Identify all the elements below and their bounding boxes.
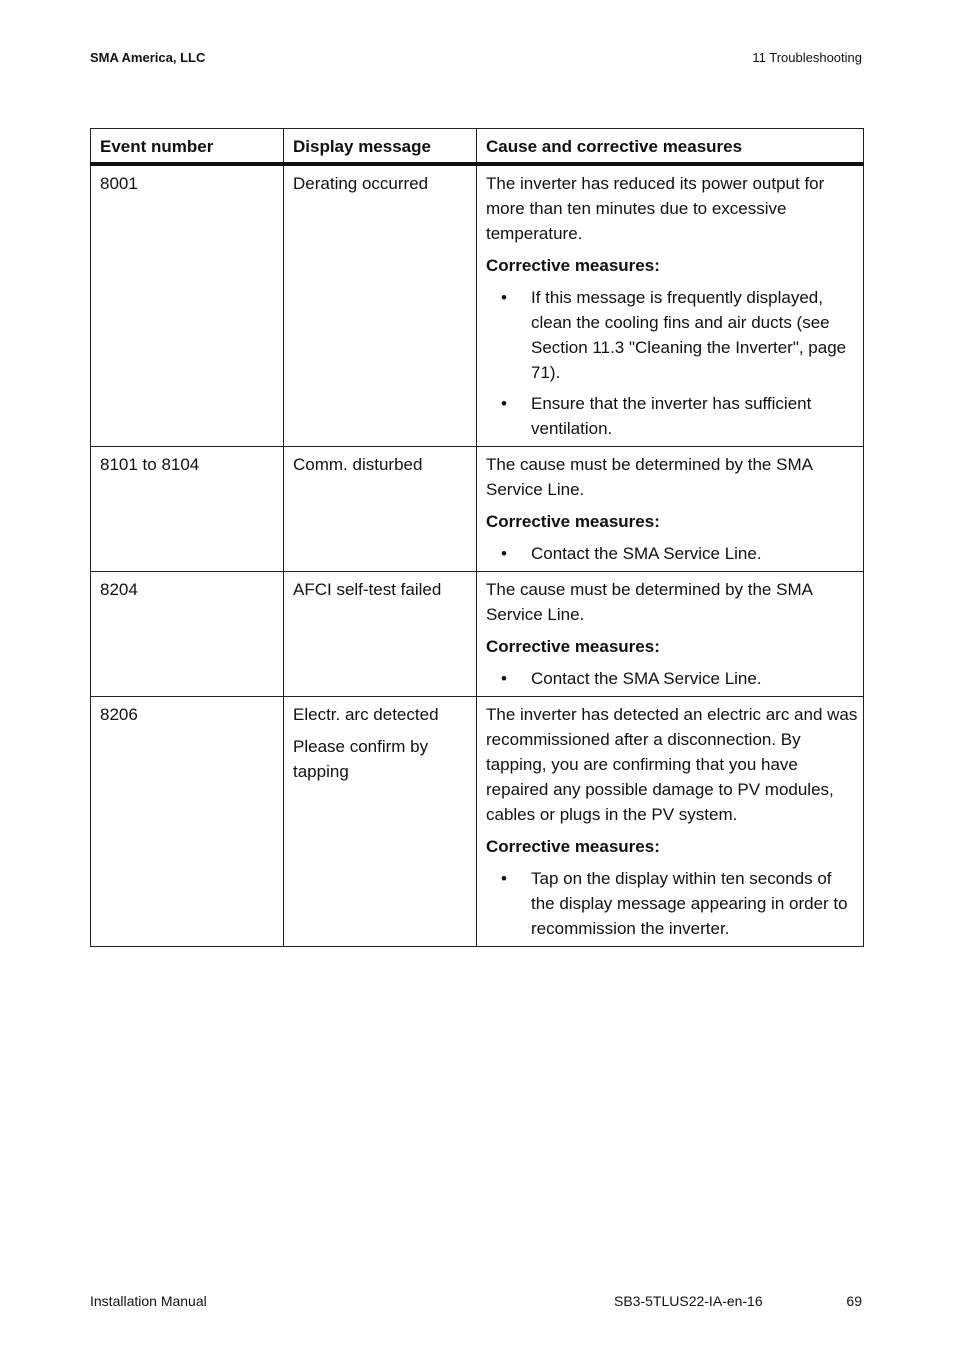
corrective-measures-heading: Corrective measures:: [486, 837, 660, 856]
header-company: SMA America, LLC: [90, 50, 206, 65]
measure-text: Contact the SMA Service Line.: [531, 544, 762, 563]
table-row: [91, 572, 864, 697]
bullet-icon: •: [501, 288, 507, 307]
event-number-cell: 8001: [91, 164, 284, 447]
display-message-cell: [284, 697, 477, 947]
cause-cell: [477, 572, 864, 697]
event-number-cell: 8206: [91, 697, 284, 947]
event-table: [90, 128, 864, 947]
column-header-event-number: Event number: [91, 129, 284, 165]
bullet-icon: •: [501, 669, 507, 688]
list-item: [486, 666, 859, 691]
list-item: [486, 285, 859, 385]
cause-cell: [477, 697, 864, 947]
cause-cell: [477, 164, 864, 447]
list-item: [486, 866, 859, 941]
display-message-text: AFCI self-test failed: [293, 580, 442, 599]
footer-manual: Installation Manual: [90, 1293, 207, 1309]
table-header-row: [91, 129, 864, 165]
header-section: 11 Troubleshooting: [752, 50, 862, 65]
table-body: [91, 164, 864, 947]
cause-text: The cause must be determined by the SMA Service Line.: [486, 580, 813, 624]
corrective-measures-list: [486, 541, 859, 566]
bullet-icon: •: [501, 394, 507, 413]
list-item: [486, 391, 859, 441]
display-message-text: Please confirm by tapping: [293, 737, 429, 781]
table-row: [91, 447, 864, 572]
display-message-cell: [284, 164, 477, 447]
corrective-measures-list: [486, 285, 859, 441]
measure-text: Contact the SMA Service Line.: [531, 669, 762, 688]
cause-text: The inverter has detected an electric arc and was recommissioned after a disconnection. By tapping, you are confirming that you have repaired any possible damage to PV modules, cables or plugs in the PV system.: [486, 705, 858, 824]
display-message-text: Comm. disturbed: [293, 455, 423, 474]
corrective-measures-heading: Corrective measures:: [486, 512, 660, 531]
cause-text: The inverter has reduced its power output for more than ten minutes due to excessive temperature.: [486, 174, 825, 243]
event-number-cell: 8204: [91, 572, 284, 697]
measure-text: If this message is frequently displayed, clean the cooling fins and air ducts (see Section 11.3 "Cleaning the Inverter", page 71).: [531, 288, 847, 382]
corrective-measures-list: [486, 866, 859, 941]
cause-cell: [477, 447, 864, 572]
corrective-measures-heading: Corrective measures:: [486, 256, 660, 275]
event-number-cell: 8101 to 8104: [91, 447, 284, 572]
corrective-measures-list: [486, 666, 859, 691]
display-message-text: Electr. arc detected: [293, 705, 439, 724]
bullet-icon: •: [501, 869, 507, 888]
table-row: [91, 164, 864, 447]
cause-text: The cause must be determined by the SMA Service Line.: [486, 455, 813, 499]
measure-text: Tap on the display within ten seconds of the display message appearing in order to recommission the inverter.: [531, 869, 848, 938]
list-item: [486, 541, 859, 566]
bullet-icon: •: [501, 544, 507, 563]
corrective-measures-heading: Corrective measures:: [486, 637, 660, 656]
column-header-display-message: Display message: [284, 129, 477, 165]
column-header-cause: Cause and corrective measures: [477, 129, 864, 165]
page-number: 69: [846, 1293, 862, 1309]
display-message-cell: [284, 572, 477, 697]
display-message-cell: [284, 447, 477, 572]
display-message-text: Derating occurred: [293, 174, 429, 193]
table-row: [91, 697, 864, 947]
measure-text: Ensure that the inverter has sufficient ventilation.: [531, 394, 812, 438]
footer-doc-code: SB3-5TLUS22-IA-en-16: [614, 1293, 763, 1309]
